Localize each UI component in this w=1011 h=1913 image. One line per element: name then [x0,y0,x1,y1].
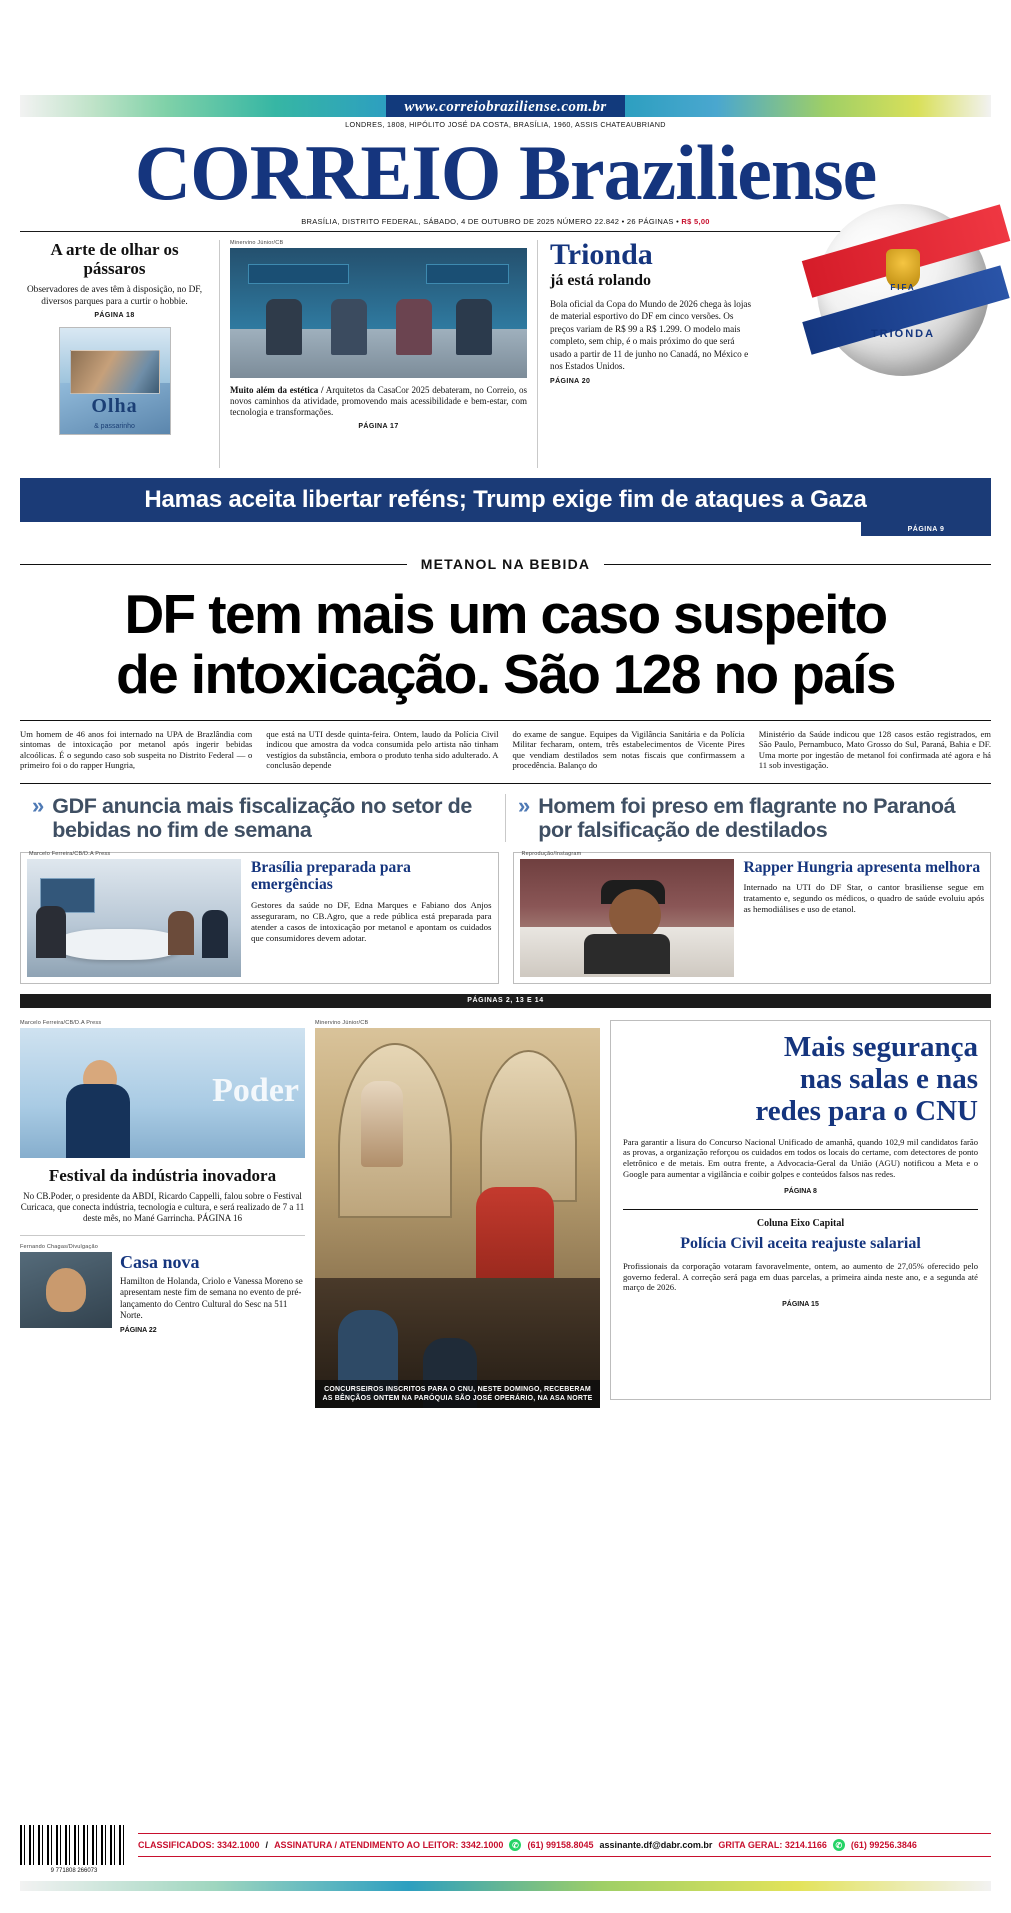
photo-credit: Marcelo Ferreira/CB/D.A Press [29,850,111,857]
subheadline-paranoa-text: Homem foi preso em flagrante no Paranoá por falsificação de destilados [538,793,956,842]
masthead-part-two: Braziliense [518,129,877,216]
subheadline-row [20,783,991,842]
bottom-left-credit: Marcelo Ferreira/CB/D.A Press [20,1019,102,1026]
photo-box-hungria[interactable] [513,852,992,984]
cnu-title [623,1031,978,1127]
photo-box-title: Brasília preparada para emergências [251,858,411,894]
footer-assinatura[interactable]: ASSINATURA / ATENDIMENTO AO LEITOR: 3342.1000 [274,1840,504,1850]
photo-banner-right [426,264,509,285]
teaser-birds-title: A arte de olhar os pássaros [50,240,179,278]
lede-column: Um homem de 46 anos foi internado na UPA de Brazlândia com sintomas de intoxicação por metanol após ingerir bebidas alcoólicas. É o segundo caso sob suspeita no Distrito Federal — o primeiro foi o do rapper Hungria, [20,729,253,771]
cnu-page: PÁGINA 8 [784,1187,817,1195]
teaser-casacor-credit: Minervino Júnior/CB [230,240,284,246]
teaser-birds-page: PÁGINA 18 [94,312,135,319]
site-url[interactable]: www.correiobraziliense.com.br [386,95,624,117]
pages-reference-bar: PÁGINAS 2, 13 E 14 [20,994,991,1008]
main-headline-line-1: DF tem mais um caso suspeito [124,583,887,645]
poder-person-body [66,1084,130,1158]
bottom-left-title: Festival da indústria inovadora [48,1165,277,1185]
kicker-rule-right [604,564,991,565]
bottom-section [20,1020,991,1400]
masthead-wrap [20,131,991,215]
eixo-capital-body: Profissionais da corporação votaram favoravelmente, ontem, ao aumento de 27,05% oferecido pelo governo federal. A correção será paga em duas parcelas, a primeira ainda neste ano, e a segunda até março de 2026. [623,1260,978,1293]
teaser-casacor-page: PÁGINA 17 [358,423,399,430]
photo-studio [27,850,241,977]
cnu-title-line-2: nas salas e nas [799,1062,978,1095]
cnu-body: Para garantir a lisura do Concurso Nacional Unificado de amanhã, quando 102,9 mil candidatos farão as provas, a organização reforçou os cuidados em todos os locais do certame, com detectores de ponto eletrônico e de metais. Em outra frente, a Advocacia-Geral da União (AGU) notificou a Meta e o Google para aumentar a vigilância e coibir golpes e conteúdos falsos nas redes. [623,1136,978,1180]
lede-column: que está na UTI desde quinta-feira. Ontem, laudo da Polícia Civil indicou que amostra da vodca consumida pelo artista não tinham vestígios da substância, embora o produto tenha sido adulterado. A conclusão depende [266,729,499,771]
footer-contacts [138,1833,991,1857]
cb-poder-watermark: Poder [212,1071,299,1109]
photo-box-row [20,852,991,984]
subheadline-paranoa[interactable] [505,794,991,842]
top-banner-page: PÁGINA 9 [861,522,991,536]
studio-desk [57,929,181,960]
whatsapp-icon: ✆ [509,1839,521,1851]
photo-box-text [742,859,985,977]
footer-classificados[interactable]: CLASSIFICADOS: 3342.1000 [138,1840,260,1850]
page-inner [20,95,991,1400]
teaser-casacor-caption-lead: Muito além da estética / [230,385,324,395]
teaser-trionda[interactable] [538,240,991,468]
teaser-casacor-caption-text: Arquitetos da CasaCor 2025 debateram, no Correio, os novos caminhos da atividade, promovendo mais acessibilidade e bem-estar, com tecnologia e transformações. [230,385,527,417]
hospital-person-torso [584,934,670,974]
studio-person [168,911,194,955]
chevron-right-icon: » [518,792,531,818]
footer-grita[interactable]: GRITA GERAL: 3214.1166 [718,1840,827,1850]
photo-box-text [249,859,492,977]
eixo-capital-label: Coluna Eixo Capital [756,1217,845,1229]
kicker-rule-left [20,564,407,565]
photo-box-emergencias[interactable] [20,852,499,984]
teaser-birds-body: Observadores de aves têm à disposição, no DF, diversos parques para a curtir o hobbie. [26,285,203,307]
subheadline-gdf-text: GDF anuncia mais fiscalização no setor de bebidas no fim de semana [52,793,472,842]
soccer-ball-icon [817,204,989,376]
magazine-cover-title: Olha [91,395,138,417]
bottom-left-body: No CB.Poder, o presidente da ABDI, Ricardo Cappelli, falou sobre o Festival Curicaca, que conecta indústria, tecnologia e cultura, e será realizado de 7 a 11 deste mês, no Mané Garrincha. PÁGINA 16 [20,1190,305,1224]
photo-credit: Reprodução/Instagram [521,850,582,857]
casa-nova-credit: Fernando Chagas/Divulgação [20,1243,98,1250]
lede-column: do exame de sangue. Equipes da Vigilância Sanitária e da Polícia Militar fecharam, ontem, três estabelecimentos de Vicente Pires que vendiam destilados sem notas fiscais que confirmassem a procedência. Balanço do [512,729,745,771]
photo-church [315,1028,600,1408]
masthead-part-one: CORREIO [134,129,501,216]
photo-box-title: Rapper Hungria apresenta melhora [743,858,981,876]
footer-email[interactable]: assinante.df@dabr.com.br [599,1840,713,1850]
teaser-trionda-title: Trionda [550,238,653,271]
chevron-right-icon: » [32,792,45,818]
ball-name-label: TRIONDA [870,327,936,340]
teaser-trionda-subtitle: já está rolando [550,272,652,289]
subheadline-gdf[interactable] [20,794,505,842]
photo-person [266,299,302,355]
bottom-center-column[interactable] [315,1020,600,1400]
teaser-casacor-photo [230,248,527,378]
photo-box-body: Gestores da saúde no DF, Edna Marques e Fabiano dos Anjos asseguraram, no CB.Agro, que a rede pública está preparada para atender a casos de intoxicação por metanol e apontam os cuidados que consumidores devem adotar. [251,899,492,943]
photo-banner-left [248,264,349,285]
barcode-number: 9 771808 266073 [50,1868,98,1874]
photo-cb-poder [20,1028,305,1158]
studio-person [36,906,66,958]
bottom-center-credit: Minervino Júnior/CB [315,1019,369,1026]
photo-person [331,299,367,355]
main-headline[interactable] [20,584,991,704]
footer-whatsapp-2[interactable]: (61) 99256.3846 [850,1840,917,1850]
eixo-capital-title: Polícia Civil aceita reajuste salarial [680,1234,921,1252]
eixo-capital-page: PÁGINA 15 [782,1301,819,1309]
magazine-cover-subtitle: & passarinho [94,423,135,430]
footer-gradient-bar [20,1881,991,1891]
founders-line: LONDRES, 1808, HIPÓLITO JOSÉ DA COSTA, BRASÍLIA, 1960, ASSIS CHATEAUBRIAND [345,120,666,129]
ball-brand-label: FIFA [890,283,916,293]
casa-nova-person [46,1268,86,1312]
teaser-casacor-caption [230,385,527,418]
masthead-title [20,131,991,215]
top-banner-headline[interactable]: Hamas aceita libertar reféns; Trump exige fim de ataques a Gaza [20,478,991,522]
footer-sep: / [265,1840,269,1850]
casa-nova-page: PÁGINA 22 [120,1327,157,1335]
bottom-left-divider [20,1235,305,1236]
barcode [20,1825,128,1874]
teaser-trionda-page: PÁGINA 20 [550,378,591,386]
bottom-right-column[interactable] [610,1020,991,1400]
casa-nova-title: Casa nova [120,1251,200,1272]
eixo-capital-column[interactable] [623,1209,978,1308]
gradient-bar-right [625,95,991,117]
cnu-title-line-1: Mais segurança [783,1030,978,1063]
magazine-cover-thumb [59,327,171,435]
whatsapp-icon: ✆ [833,1839,845,1851]
casa-nova-text [120,1252,305,1335]
cnu-title-line-3: redes para o CNU [755,1094,978,1127]
magazine-cover-photo [70,350,160,394]
photo-person [396,299,432,355]
main-kicker-wrap [20,556,991,572]
studio-person [202,910,228,958]
top-teaser-row [20,240,991,468]
casa-nova-box[interactable] [20,1252,305,1335]
main-kicker: METANOL NA BEBIDA [420,556,591,572]
photo-box-body: Internado na UTI do DF Star, o cantor brasiliense segue em tratamento e, segundo os médicos, o quadro de saúde evoluiu após as hemodiálises e uso de etanol. [743,882,984,915]
photo-hospital [520,850,734,977]
church-arch-right [480,1050,577,1202]
church-statue [361,1081,403,1167]
teaser-birds[interactable] [20,240,220,468]
gradient-bar-left [20,95,386,117]
teaser-trionda-body: Bola oficial da Copa do Mundo de 2026 chega às lojas de material esportivo do DF em cinco versões. Os preços variam de R$ 99 a R$ 1.299. O modelo mais completo, sem chip, é o mais próximo do que será usado a partir de 11 de junho no Canadá, no México e nos Estados Unidos. [550,299,752,372]
dateline-text: BRASÍLIA, DISTRITO FEDERAL, SÁBADO, 4 DE OUTUBRO DE 2025 NÚMERO 22.842 • 26 PÁGINAS • [301,217,680,226]
bottom-left-column[interactable] [20,1020,305,1400]
page-footer [20,1825,991,1874]
footer-whatsapp-1[interactable]: (61) 99158.8045 [527,1840,594,1850]
cover-price: R$ 5,00 [681,217,710,226]
church-photo-caption: CONCURSEIROS INSCRITOS PARA O CNU, NESTE DOMINGO, RECEBERAM AS BÊNÇÃOS ONTEM NA PARÓQUIA SÃO JOSÉ OPERÁRIO, NA ASA NORTE [315,1380,600,1408]
teaser-casacor[interactable] [220,240,538,468]
top-strip [20,95,991,117]
casa-nova-photo [20,1252,112,1328]
casa-nova-body: Hamilton de Holanda, Criolo e Vanessa Moreno se apresentam neste fim de semana no evento de pré-lançamento do Centro Cultural do Sesc na 511 Norte. [120,1275,303,1321]
photo-person [456,299,492,355]
lede-column: Ministério da Saúde indicou que 128 casos estão registrados, em São Paulo, Pernambuco, Mato Grosso do Sul, Paraná, Bahia e DF. Uma morte por ingestão de metanol foi confirmada até agora e há 11 sob investigação. [758,729,991,771]
main-headline-line-2: de intoxicação. São 128 no país [116,643,895,705]
main-lede [20,720,991,771]
